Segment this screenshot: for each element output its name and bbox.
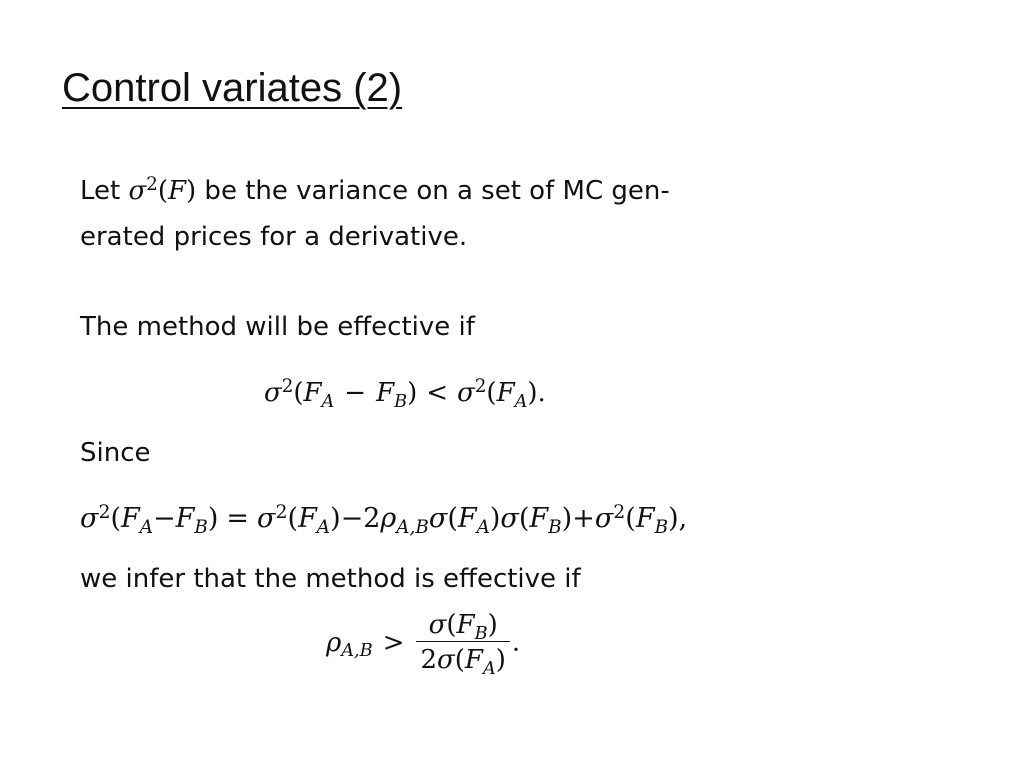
- equation-correlation-condition: $\rho_{A,B}$ > $\frac{\sigma(F_B)}{2\sigma(F_A)}$ .: [326, 610, 521, 679]
- math-sigma-squared-F: $\sigma^2(F)$: [128, 173, 197, 206]
- paragraph-variance-definition-line2: erated prices for a derivative.: [80, 222, 468, 252]
- text-let: Let: [80, 176, 129, 206]
- fraction: [416, 610, 509, 679]
- paragraph-infer-effective: we infer that the method is effective if: [80, 564, 581, 594]
- equation-variance-expansion: $\sigma^2(F_A-F_B) = \sigma^2(F_A)-2\rho_{A,B}\sigma(F_A)\sigma(F_B)+\sigma^2(F_B)$,: [80, 500, 688, 538]
- equation-variance-inequality: $\sigma^2(F_A - F_B) < \sigma^2(F_A)$.: [264, 375, 546, 412]
- fraction-numerator: $\sigma(F_B)$: [416, 612, 509, 642]
- fraction-denominator: $2\sigma(F_A)$: [420, 645, 506, 679]
- slide-title: Control variates (2): [62, 66, 403, 110]
- text-variance-description: be the variance on a set of MC gen-: [196, 176, 670, 206]
- paragraph-method-effective: The method will be effective if: [80, 312, 475, 342]
- paragraph-variance-definition: [80, 173, 670, 206]
- text-since: Since: [80, 438, 151, 468]
